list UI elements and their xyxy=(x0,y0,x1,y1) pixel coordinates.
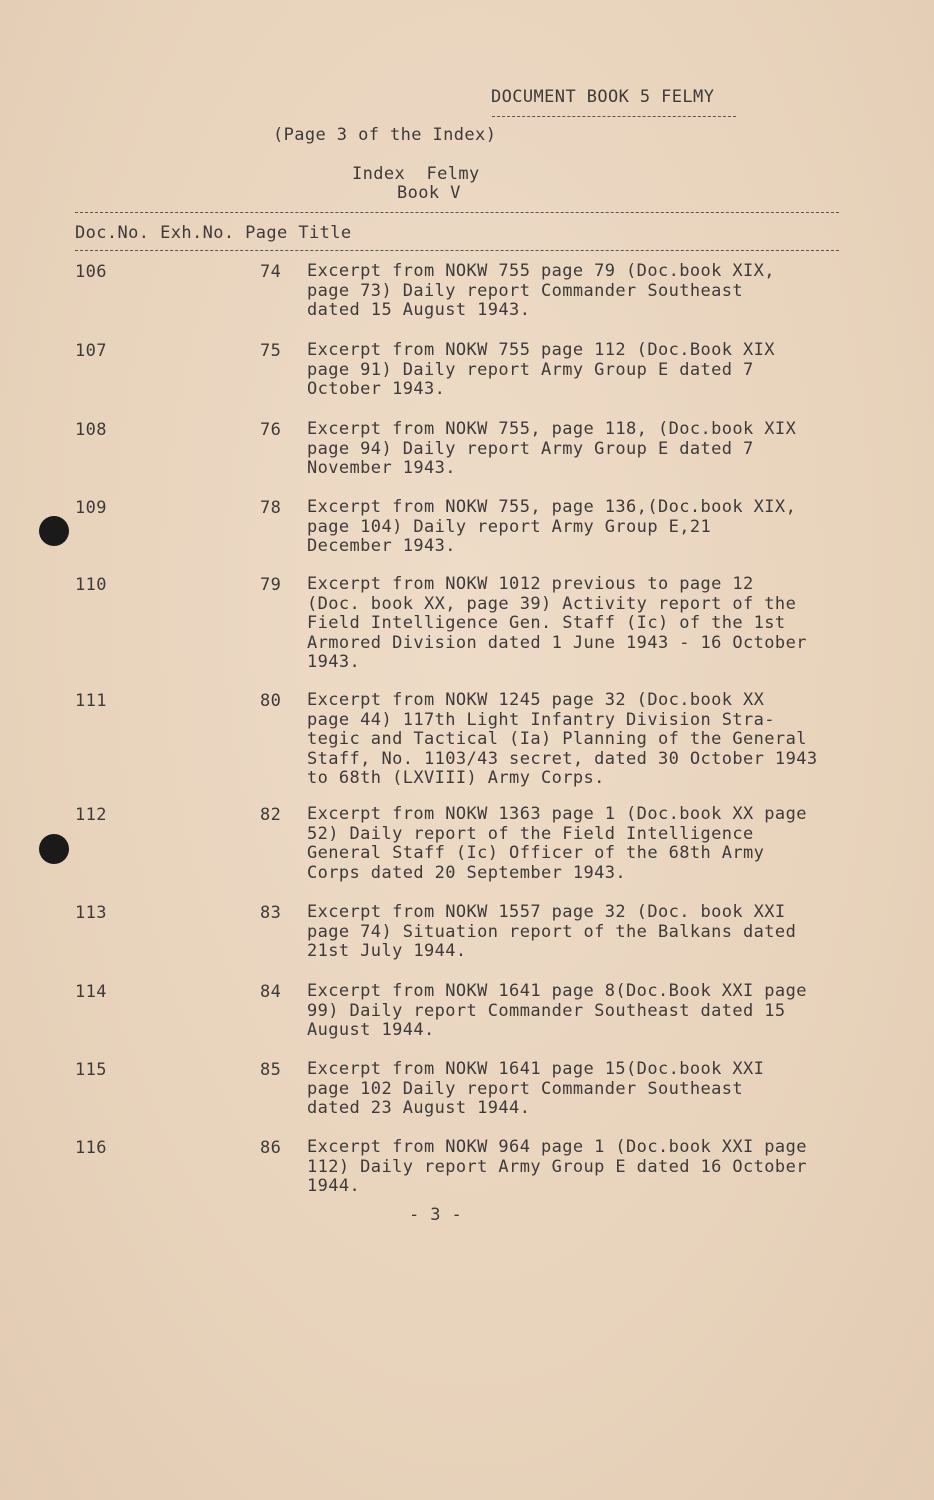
entry-title: Excerpt from NOKW 1363 page 1 (Doc.book XX page 52) Daily report of the Field Intelligence General Staff (Ic) Officer of the 68th Army Corps dated 20 September 1943. xyxy=(307,804,807,883)
entry-title: Excerpt from NOKW 1641 page 15(Doc.book XXI page 102 Daily report Commander Southeast dated 23 August 1944. xyxy=(307,1059,765,1118)
doc-number: 113 xyxy=(75,903,107,923)
doc-number: 111 xyxy=(75,691,107,711)
doc-number: 115 xyxy=(75,1060,107,1080)
index-heading-line1: Index Felmy xyxy=(352,164,480,184)
exhibit-number: 76 xyxy=(260,420,282,440)
entry-title: Excerpt from NOKW 1557 page 32 (Doc. book XXI page 74) Situation report of the Balkans dated 21st July 1944. xyxy=(307,902,797,961)
punch-hole-bottom xyxy=(39,834,69,864)
document-title: DOCUMENT BOOK 5 FELMY xyxy=(491,87,715,107)
exhibit-number: 82 xyxy=(260,805,282,825)
doc-number: 109 xyxy=(75,498,107,518)
divider-bottom xyxy=(75,250,839,251)
page-subtitle: (Page 3 of the Index) xyxy=(273,125,497,145)
punch-hole-top xyxy=(39,516,69,546)
doc-number: 110 xyxy=(75,575,107,595)
exhibit-number: 84 xyxy=(260,982,282,1002)
doc-number: 112 xyxy=(75,805,107,825)
exhibit-number: 74 xyxy=(260,262,282,282)
doc-number: 106 xyxy=(75,262,107,282)
exhibit-number: 85 xyxy=(260,1060,282,1080)
entry-title: Excerpt from NOKW 755 page 112 (Doc.Book XIX page 91) Daily report Army Group E dated 7 October 1943. xyxy=(307,340,775,399)
doc-number: 116 xyxy=(75,1138,107,1158)
exhibit-number: 80 xyxy=(260,691,282,711)
entry-title: Excerpt from NOKW 1245 page 32 (Doc.book XX page 44) 117th Light Infantry Division Stra- tegic and Tactical (Ia) Planning of the General Staff, No. 1103/43 secret, dated 30 October 1943 to 68th (LXVIII) Army Corps. xyxy=(307,690,818,788)
divider-top xyxy=(75,212,839,213)
entry-title: Excerpt from NOKW 755, page 136,(Doc.book XIX, page 104) Daily report Army Group E,21 December 1943. xyxy=(307,497,797,556)
entry-title: Excerpt from NOKW 1012 previous to page 12 (Doc. book XX, page 39) Activity report of the Field Intelligence Gen. Staff (Ic) of the 1st Armored Division dated 1 June 1943 - 16 October 1943. xyxy=(307,574,807,672)
doc-number: 114 xyxy=(75,982,107,1002)
exhibit-number: 78 xyxy=(260,498,282,518)
doc-number: 107 xyxy=(75,341,107,361)
title-underline xyxy=(492,116,736,117)
index-heading-line2: Book V xyxy=(397,183,461,203)
exhibit-number: 79 xyxy=(260,575,282,595)
exhibit-number: 83 xyxy=(260,903,282,923)
entry-title: Excerpt from NOKW 755 page 79 (Doc.book XIX, page 73) Daily report Commander Southeast dated 15 August 1943. xyxy=(307,261,775,320)
entry-title: Excerpt from NOKW 964 page 1 (Doc.book XXI page 112) Daily report Army Group E dated 16 October 1944. xyxy=(307,1137,807,1196)
exhibit-number: 75 xyxy=(260,341,282,361)
page-number: - 3 - xyxy=(409,1205,463,1225)
exhibit-number: 86 xyxy=(260,1138,282,1158)
doc-number: 108 xyxy=(75,420,107,440)
entry-title: Excerpt from NOKW 1641 page 8(Doc.Book XXI page 99) Daily report Commander Southeast dated 15 August 1944. xyxy=(307,981,807,1040)
column-headers: Doc.No. Exh.No. Page Title xyxy=(75,223,352,243)
entry-title: Excerpt from NOKW 755, page 118, (Doc.book XIX page 94) Daily report Army Group E dated 7 November 1943. xyxy=(307,419,797,478)
